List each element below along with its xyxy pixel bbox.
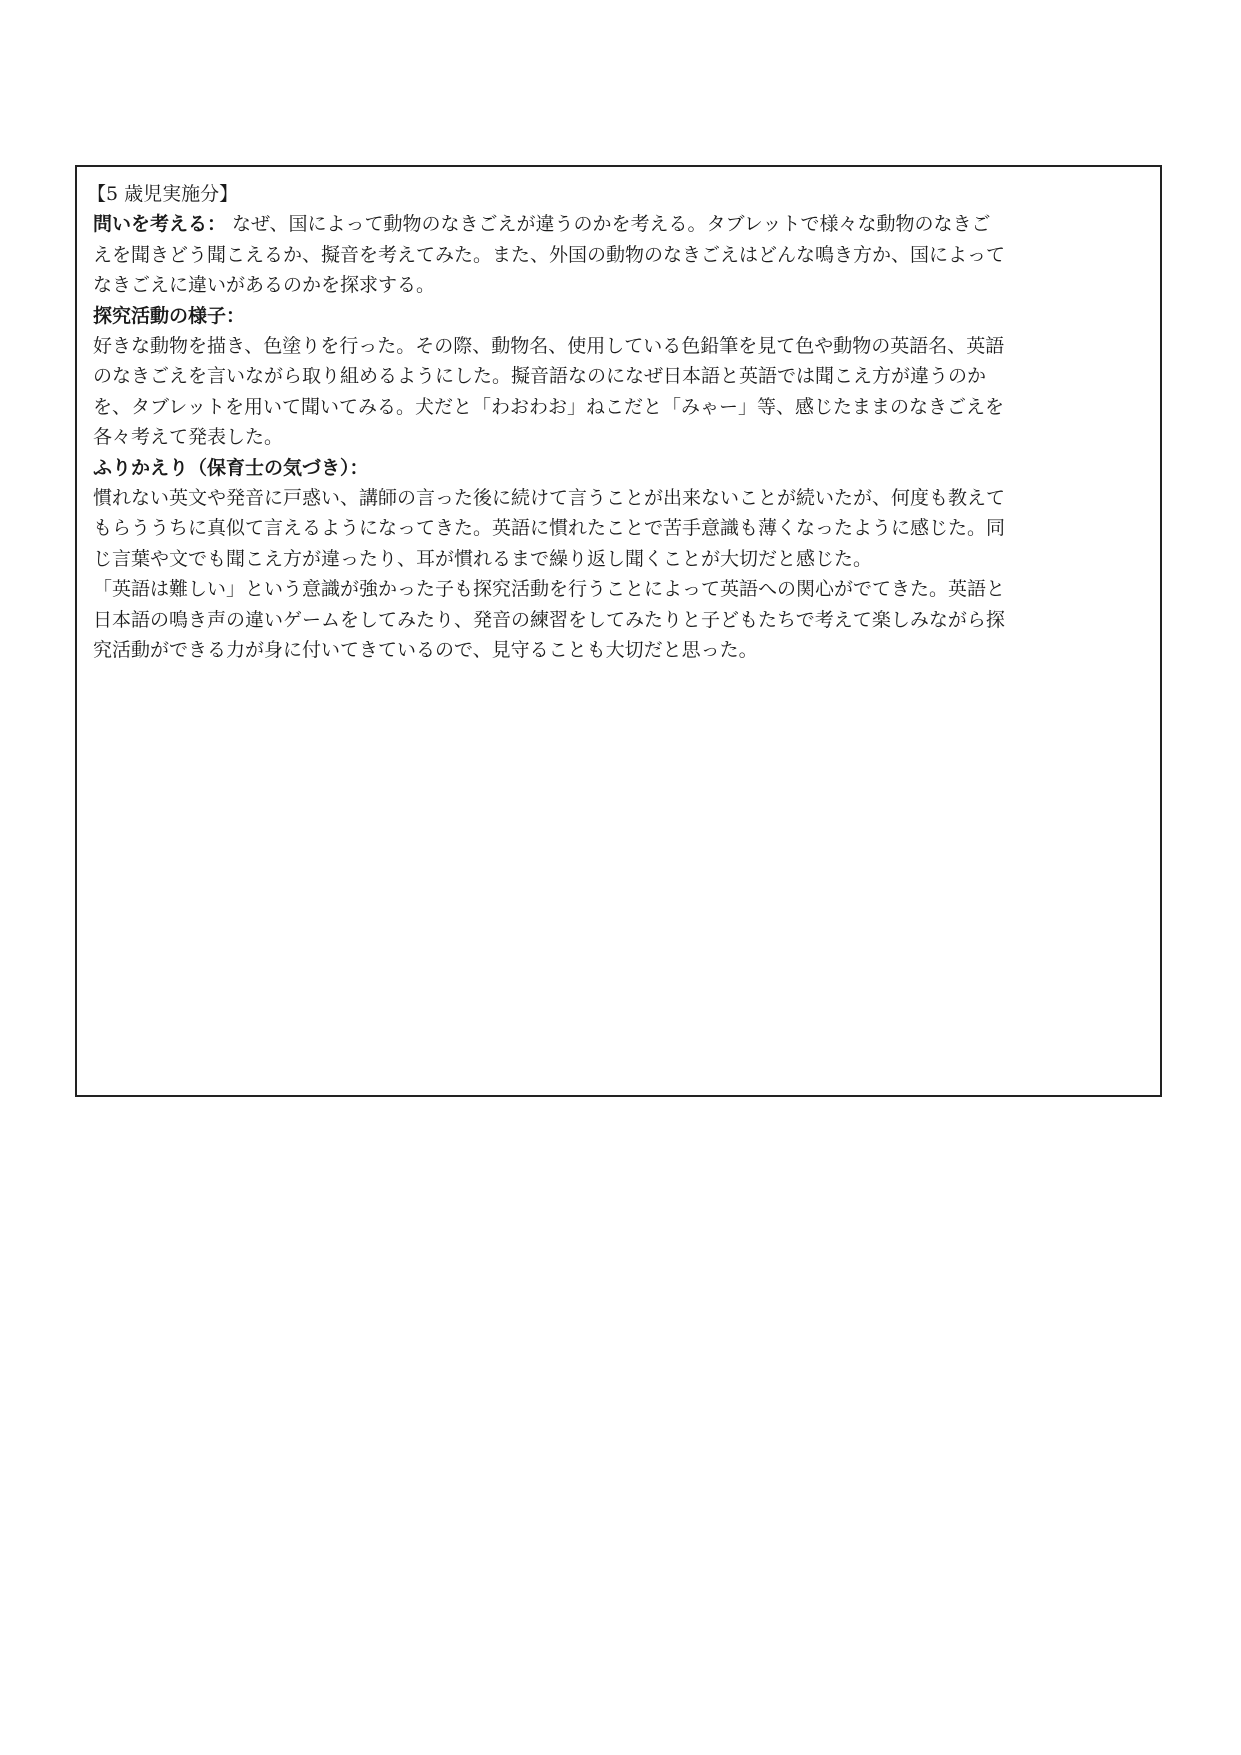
question-text: えを聞きどう聞こえるか、擬音を考えてみた。また、外国の動物のなきごえはどんな鳴き方か、国によって [93, 243, 1006, 266]
reflection-text: 慣れない英文や発音に戸惑い、講師の言った後に続けて言うことが出来ないことが続いたが、何度も教えて [93, 487, 1006, 510]
reflection-text: 日本語の鳴き声の違いゲームをしてみたり、発音の練習をしてみたりと子どもたちで考えて楽しみながら探 [93, 608, 1005, 631]
report-title: 【5 歳児実施分】 [87, 183, 239, 205]
activity-heading: 探究活動の様子： [93, 304, 246, 327]
activity-text: 各々考えて発表した。 [93, 426, 284, 449]
question-text: なきごえに違いがあるのかを探求する。 [93, 274, 436, 297]
reflection-text: じ言葉や文でも聞こえ方が違ったり、耳が慣れるまで繰り返し聞くことが大切だと感じた。 [93, 547, 873, 570]
report-box [75, 165, 1162, 1097]
question-heading: 問いを考える： [93, 213, 227, 236]
question-text: なぜ、国によって動物のなきごえが違うのかを考える。タブレットで様々な動物のなきご [226, 213, 991, 236]
reflection-heading: ふりかえり（保育士の気づき）： [93, 456, 369, 479]
activity-text: 好きな動物を描き、色塗りを行った。その際、動物名、使用している色鉛筆を見て色や動物の英語名、英語 [93, 335, 1005, 358]
reflection-text: 究活動ができる力が身に付いてきているので、見守ることも大切だと思った。 [93, 639, 758, 662]
reflection-text: 「英語は難しい」という意識が強かった子も探究活動を行うことによって英語への関心がでてきた。英語と [93, 578, 1006, 601]
question-first-line [93, 209, 1144, 239]
activity-text: のなきごえを言いながら取り組めるようにした。擬音語なのになぜ日本語と英語では聞こえ方が違うのか [93, 365, 987, 388]
reflection-text: もらううちに真似て言えるようになってきた。英語に慣れたことで苦手意識も薄くなったように感じた。同 [93, 517, 1006, 540]
activity-text: を、タブレットを用いて聞いてみる。犬だと「わおわお」ねこだと「みゃー」等、感じたままのなきごえを [93, 395, 1005, 418]
